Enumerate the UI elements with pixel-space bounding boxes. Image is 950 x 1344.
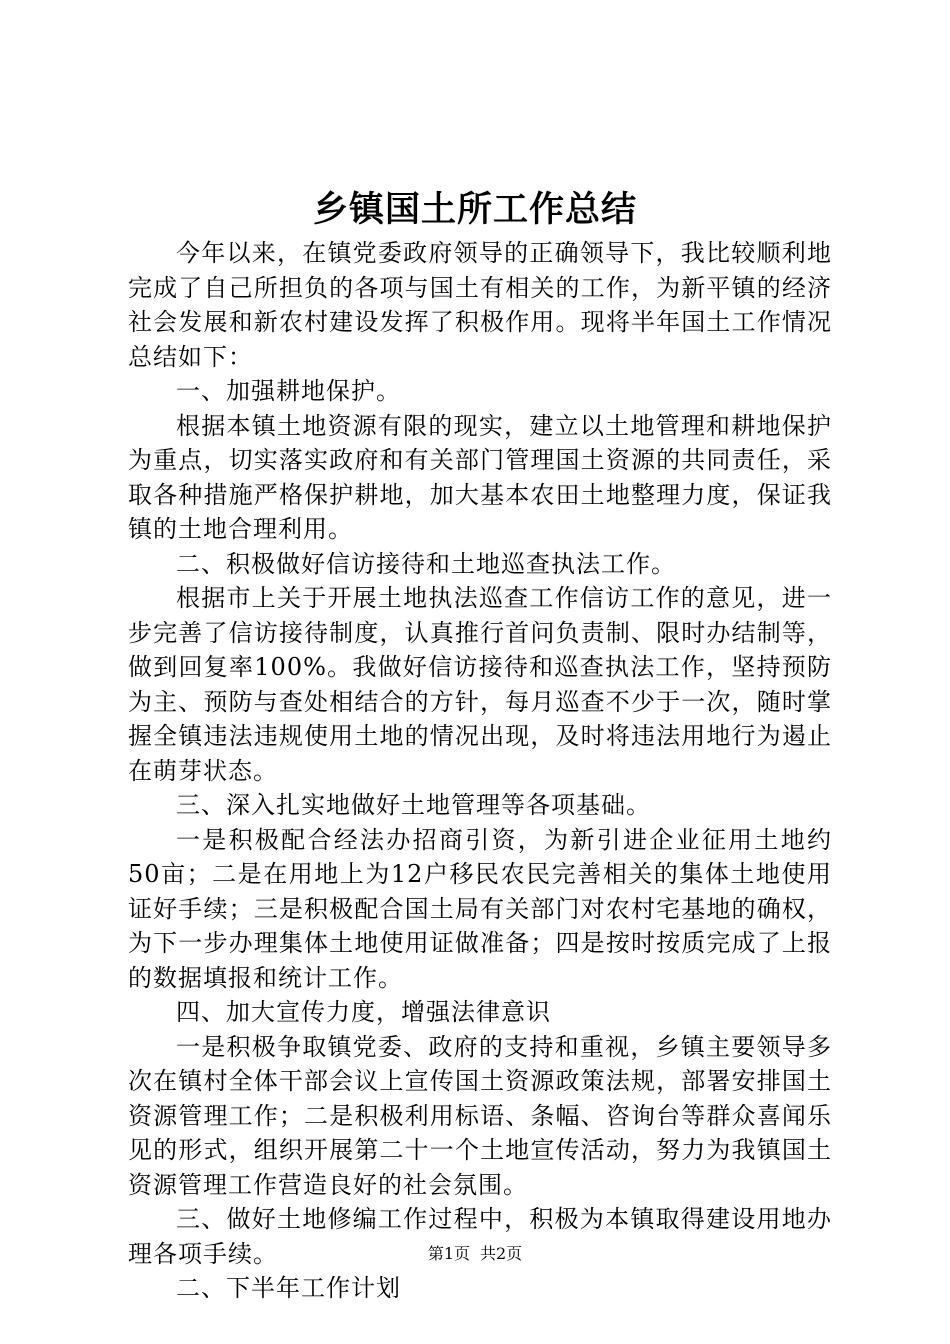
paragraph-4: 一是积极争取镇党委、政府的支持和重视，乡镇主要领导多次在镇村全体干部会议上宣传国土资源政策法规，部署安排国土资源管理工作；二是积极利用标语、条幅、咨询台等群众喜闻乐见的形式，组织开展第二十一个土地宣传活动，努力为我镇国土资源管理工作营造良好的社会氛围。 [128,1032,832,1199]
section-heading-plan: 二、下半年工作计划 [176,1274,401,1302]
section-heading-2: 二、积极做好信访接待和土地巡查执法工作。 [176,549,676,578]
paragraph-2: 根据市上关于开展土地执法巡查工作信访工作的意见，进一步完善了信访接待制度，认真推行首问负责制、限时办结制等，做到回复率100%。我做好信访接待和巡查执法工作，坚持预防为主、预防与查处相结合的方针，每月巡查不少于一次，随时掌握全镇违法违规使用土地的情况出现，及时将违法用地行为遏止在萌芽状态。 [128,584,832,785]
section-heading-4: 四、加大宣传力度，增强法律意识 [176,998,551,1026]
document-body [128,236,832,1306]
page-footer [0,1242,950,1266]
document-title: 乡镇国土所工作总结 [312,189,637,230]
section-heading-1: 一、加强耕地保护。 [176,377,401,405]
paragraph-intro: 今年以来，在镇党委政府领导的正确领导下，我比较顺利地完成了自己所担负的各项与国土有相关的工作，为新平镇的经济社会发展和新农村建设发挥了积极作用。现将半年国土工作情况总结如下： [128,239,832,371]
paragraph-5: 三、做好土地修编工作过程中，积极为本镇取得建设用地办理各项手续。 [128,1205,832,1268]
section-heading-3: 三、深入扎实地做好土地管理等各项基础。 [176,791,651,819]
page-number: 第1页 [427,1244,470,1263]
paragraph-3: 一是积极配合经法办招商引资，为新引进企业征用土地约50亩；二是在用地上为12户移民农民完善相关的集体土地使用证好手续；三是积极配合国土局有关部门对农村宅基地的确权，为下一步办理集体土地使用证做准备；四是按时按质完成了上报的数据填报和统计工作。 [128,825,832,992]
paragraph-1: 根据本镇土地资源有限的现实，建立以土地管理和耕地保护为重点，切实落实政府和有关部门管理国土资源的共同责任，采取各种措施严格保护耕地，加大基本农田土地整理力度，保证我镇的土地合理利用。 [128,411,832,543]
page-total: 共2页 [480,1244,523,1263]
